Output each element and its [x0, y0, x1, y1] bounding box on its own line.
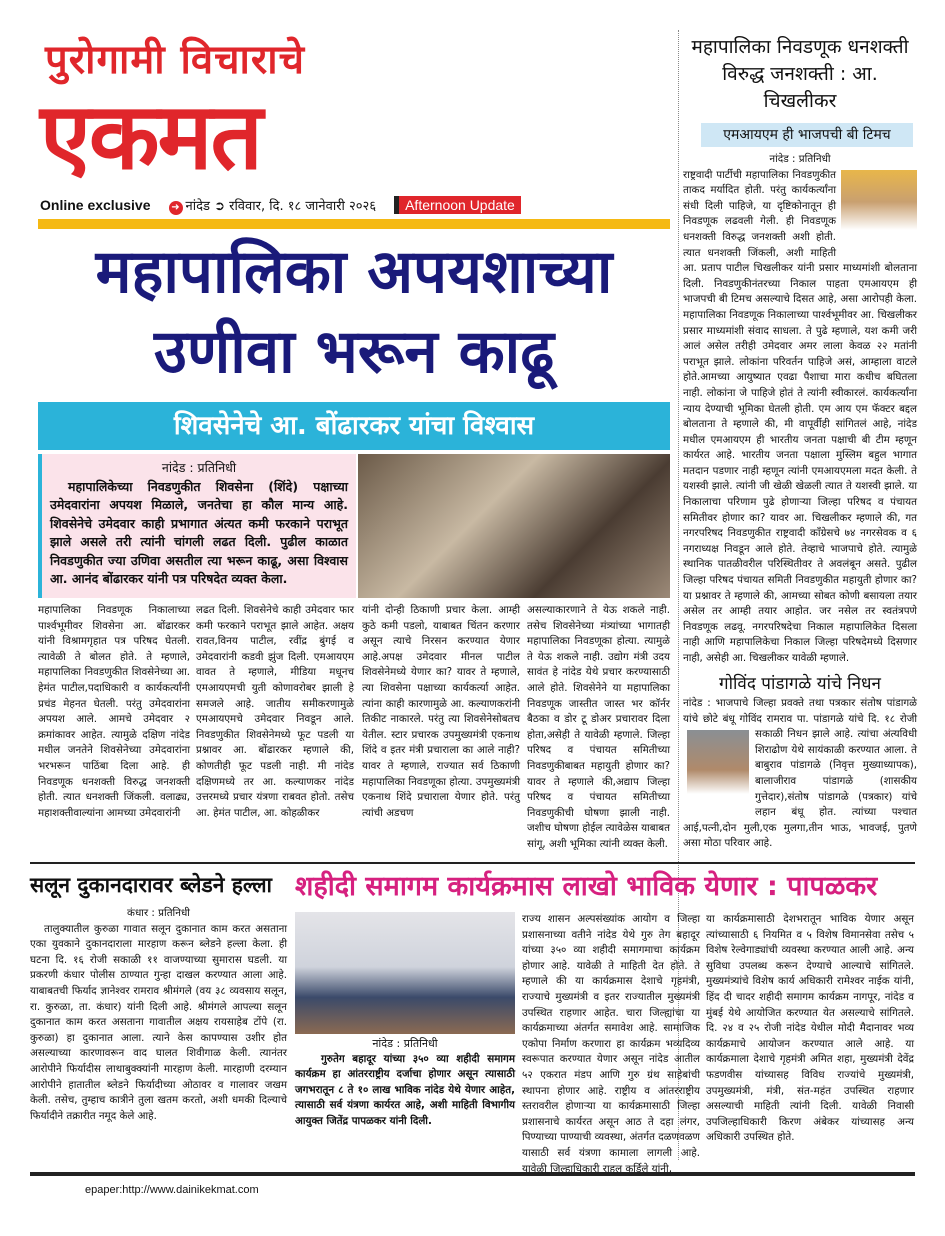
shahidi-intro: गुरुतेग बहादूर यांच्या ३५० व्या शहीदी समागम कार्यक्रम हा आंतरराष्ट्रीय दर्जाचा होणार असून त्यासाठी जगभरातून ८ ते १० लाख भाविक नांदेड येथे येणार आहेत, त्यासाठी सर्व यंत्रणा कार्यरत आहे, अशी माहिती विभागीय आयुक्त जितेंद्र पापळकर यांनी दिली.	[295, 1052, 515, 1127]
edition-strip	[40, 194, 676, 216]
masthead-tagline: पुरोगामी विचाराचे	[45, 36, 306, 83]
lead-intro-box	[38, 454, 356, 598]
lead-column-2: लढत दिली. शिवसेनेचे काही उमेदवार फार कमी फरकाने पराभूत झाले आहेत. अक्षय रावत,विनय पाटील, रवींद्र बुंगई व उमेदवारांनी कडवी झुंज दिली. एमआयएम वावत ते म्हणाले, मीडिया मधूनच एमआयएमची युती कोणावरोबर झाली हे समजले आहे. जातीय समीकरणामुळे एमआयएमचे उमेदवार निवडून आले. निवडणुकीत शिवसेनेमध्ये फूट पडली या प्रश्नावर आ. बोंढारकर म्हणाले की, कोणतीही फूट पडली नाही. मी नांदेड दक्षिणमध्ये तर आ. कल्याणकर नांदेड उत्तरमध्ये प्रचार यंत्रणा राबवत होतो. तसेच आ. हेमंत पाटील, आ. कोहळीकर	[196, 604, 354, 819]
footer	[30, 1172, 915, 1206]
shahidi-lead	[295, 912, 515, 1168]
chikhlikar-photo	[841, 170, 917, 250]
date-text: रविवार, दि. १८ जानेवारी २०२६	[229, 198, 377, 214]
right-text-1: राष्ट्रवादी पार्टीची महापालिका निवडणुकीत ताकद मर्यादित होती. परंतु कार्यकर्त्यांना संधी दिली पाहिजे, या दृष्टिकोनातून ही निवडणूक लढवली गेली. ही निवडणूक धनशक्ती विरुद्ध जनशक्ती अशी होती. त्यात धनशक्ती	[683, 168, 836, 259]
shahidi-press-photo	[295, 912, 515, 1034]
masthead-logo: एकमत	[40, 82, 261, 190]
headline-line-2: उणीवा भरून काढू	[154, 317, 554, 387]
afternoon-update-badge: Afternoon Update	[394, 196, 521, 214]
salon-text: तालुक्यातील कुरुळा गावात सलून दुकानात काम करत असताना एका युवकाने दुकानदाराला मारहाण करून ब्लेडने हल्ला केला. ही घटना दि. १६ रोजी सकाळी ११ वाजण्याच्या सुमारास घडली. या प्रकरणी कंधार पोलीस ठाण्यात गुन्हा दाखल करण्यात आला आहे. याबाबतची फिर्याद ज्ञानेश्वर रामराव श्रीमंगले (वय ३८ व्यवसाय सलून, रा. कुरुळा, ता. कंधार) यांनी दिली आहे. श्रीमंगले आपल्या सलून दुकानात काम करत असताना गावातील अक्षय रायसाहेब टोंपे (रा. कुरुळा) हा दुकानात आला. त्याने केस कापण्यास उशीर होत असल्याच्या कारणावरून वाद घालत शिवीगाळ केली. त्यानंतर आरोपीने फिर्यादीस लाथाबुक्क्यांनी मारहाण केली. मारहाणी दरम्यान आरोपीने हातातील ब्लेडने फिर्यादीच्या ओठावर व गालावर जखम केली. तसेच, तुम्हाच कात्रीने तुला खतम करतो, अशी धमकी दिल्याचे फिर्यादीने तक्रारीत नमूद केले आहे.	[30, 922, 287, 1122]
lead-column-3: यांनी दोन्ही ठिकाणी प्रचार केला. आम्ही कुठे कमी पडलो, याबाबत चिंतन करणार असून त्याचे निरसन करण्यात येणार आहे.अपक्ष उमेदवार मीनल पाटील शिवसेनेमध्ये येणार का? यावर ते म्हणाले, त्या शिवसेना पक्षाच्या कार्यकर्त्या आहेत. त्यांना काही कारणामुळे आ. कल्याणकरांनी तिकीट नाकारले. परंतु त्या शिवसेनेसोबतच येतील. स्टार प्रचारक उपमुख्यमंत्री एकनाथ शिंदे व इतर मंत्री प्रचाराला का आले नाही? यावर ते म्हणाले, राज्यात सर्व ठिकाणी महापालिका निवडणूका होत्या. उपमुख्यमंत्री एकनाथ शिंदे प्रचाराला येणार होते. परंतु त्यांची अडचण	[362, 604, 520, 819]
right-story	[683, 34, 917, 666]
obituary-title: गोविंद पांडागळे यांचे निधन	[719, 674, 881, 694]
edition-date: ➜ नांदेड ➲ रविवार, दि. १८ जानेवारी २०२६	[169, 196, 377, 215]
obituary-body	[683, 696, 917, 852]
salon-story	[30, 868, 287, 1168]
epaper-link[interactable]: epaper:http://www.dainikekmat.com	[85, 1184, 259, 1196]
edition-place: नांदेड	[185, 198, 210, 214]
arrow-right-icon: ➜	[169, 201, 183, 215]
obituary-text-2: रोजी सकाळी निधन झाले आहे. त्यांचा अंत्यविधी शिराढोण येथे सायंकाळी करण्यात आला. ते बाबुराव पांडागळे (निवृत्त मुख्याध्यापक), बालाजीराव पांडागळे (शासकीय गुत्तेदार),संतोष पांडागळे (पत्रकार) यांचे लहान बंधू	[755, 712, 917, 819]
right-story-title	[683, 34, 917, 115]
lead-subhead: शिवसेनेचे आ. बोंढारकर यांचा विश्वास	[38, 402, 670, 450]
right-story-body	[683, 168, 917, 667]
right-byline: नांदेड : प्रतिनिधी	[769, 153, 831, 165]
headline-line-1: महापालिका अपयशाच्या	[95, 237, 613, 307]
shahidi-column-2: या कार्यक्रमासाठी देशभरातून भाविक येणार असून त्यांच्यासाठी ६ नियमित व ५ विशेष विमानसेवा तसेच ५ विशेष रेल्वेगाड्यांची व्यवस्था करण्यात आली आहे. अन्य सुविधा उपलब्ध करून देण्याचे आल्याचे सांगितले. मुख्यमंत्र्यांचे विशेष कार्य अधिकारी रामेश्वर नाईक यांनी, हिंद दी चादर शहीदी समागम कार्यक्रम नागपूर, नांदेड व मुंबई येथे आयोजित करण्यात येत असल्याचे सांगितले. दि. २४ व २५ रोजी नांदेड येथील मोदी मैदानावर भव्य कार्यक्रमाचे आयोजन करण्यात आले आहे. या कार्यक्रमाला देशाचे गृहमंत्री अमित शहा, मुख्यमंत्री देवेंद्र फडणवीस यांच्यासह विविध राज्यांचे मुख्यमंत्री, उपमुख्यमंत्री, मंत्री, संत-महंत उपस्थित राहणार असल्याची माहिती त्यांनी दिली. यावेळी निवासी उपजिल्हाधिकारी किरण अंबेकर यांच्यासह अन्य अधिकारी उपस्थित होते.	[706, 913, 914, 1144]
lead-column-1: महापालिका निवडणूक निकालाच्या पार्श्वभूमीवर शिवसेना आ. बोंढारकर यांनी विश्रामगृहात पत्र परिषद घेतली. त्यावेळी ते बोलत होते. ते म्हणाले, महापालिका निवडणुकीत शिवसेनेच्या आ. हेमंत पाटील,पदाधिकारी व कार्यकर्त्यांनी प्रचंड मेहनत घेतली. परंतु उमेदवारांना अपयश आले. आमचे उमेदवार २ क्रमांकावर आहेत. त्यामुळे दक्षिण नांदेड मधील जनतेने शिवसेनेच्या उमेदवारांना भरभरून पाठिंबा दिला आहे. ही निवडणूक धनशक्ती विरुद्ध जनशक्ती होती. त्यात धनशक्ती जिंकली. वलाढ्य, महाशक्तीवाल्यांना आमच्या उमेदवारांनी	[38, 604, 190, 819]
press-conference-photo	[358, 454, 670, 598]
online-exclusive-label: Online exclusive	[40, 197, 151, 213]
shahidi-byline: नांदेड : प्रतिनिधी	[372, 1037, 438, 1050]
lead-intro: महापालिकेच्या निवडणुकीत शिवसेना (शिंदे) पक्षाच्या उमेदवारांना अपयश मिळाले, जनतेचा हा कौल मान्य आहे. शिवसेनेचे उमेदवार काही प्रभागात अंत्यत कमी फरकाने पराभूत झाले असले तरी त्यांनी चांगली लढत दिली. पुढील काळात निवडणुकीत ज्या उणिवा असतील त्या भरून काढू, असा विश्वास आ. आनंद बोंढारकर यांनी पत्र परिषदेत व्यक्त केला.	[50, 478, 348, 586]
shahidi-headline: शहीदी समागम कार्यक्रमास लाखो भाविक येणार : पापळकर	[295, 871, 878, 902]
lead-headline	[38, 232, 670, 398]
lead-byline: नांदेड : प्रतिनिधी	[161, 460, 237, 475]
right-story-label: एमआयएम ही भाजपची बी टिमच	[701, 123, 913, 147]
obituary	[683, 672, 917, 856]
yellow-divider	[38, 219, 670, 229]
right-title-line-1: महापालिका निवडणूक धनशक्ती	[691, 36, 909, 58]
obituary-text-1: नांदेड : भाजपाचे जिल्हा प्रवक्ते तथा पत्रकार संतोष पांडागळे यांचे छोटे बंधू गोविंद रामराव पा. पांडागळे यांचे दि. १८	[683, 697, 917, 725]
right-text-2: जिंकली, अशी माहिती आ. प्रताप पाटील चिखलीकर यांनी प्रसार माध्यमांशी बोलताना दिली. निवडणुकीनंतरच्या निकाल पाहता एमआयएम ही भाजपची बी टिमच असल्याचे दिसत आहे, असा आरोपही केला. महापालिका निवडणूक निकालाच्या पार्श्वभूमीवर आ. चिखलीकर प्रसार माध्यमांशी संवाद साधला. ते पुढे म्हणाले, यश कमी जरी आलं असेल तरीही उमेदवार अमर लाला केवळ २२ मतांनी पराभूत झाले. लोकांना परिवर्तन पाहिजे असं, आम्हाला वाटले होते.आमच्या आयुष्यात एवढा पैशाचा मारा कधीच बघितला नाही. लोकांना जे पाहिजे होतं ते त्यांनी स्वीकारलं. कार्यकर्त्यांना न्याय देण्याची भूमिका घेतली होती. एम आय एम फॅक्टर बद्दल बोलताना ते म्हणाले की, मी वापूर्वीही सांगितलं आहे, नांदेड मधील एमआयएम ही भारतीय जनता पक्षाची बी टीम म्हणून कार्यरत आहे. भारतीय जनता पक्षाला मुस्लिम बहुल भागात मतदान पडणार नाही म्हणून त्यांनी एमआयएमला मदत केली. ते यशस्वी झाले. त्यांनी जी खेळी खेळली त्यात ते यशस्वी झाले. या निकालाचा परिणाम पुढे होणाऱ्या जिल्हा परिषद व पंचायत समितीवर होणार का? यावर आ. चिखलीकर म्हणाले की, गत नगरपरिषद निवडणुकीत राष्ट्रवादी काँग्रेसचे ७४ नगरसेवक व ६ नगराध्यक्ष निवडून आले होते. तेव्हाचे भाजपाचे होते. त्यामुळे स्थानिक पातळीवरील परिस्थितीवर ते अवलंबून असते. पुढील जिल्हा परिषद पंचायत समिती निवडणुकीत महायुती होणार का? या प्रश्नावर ते म्हणाले की, आमच्या सोबत कोणी बसायला तयार असेल तर आम्ही तयार आहोत. जर नसेल तर स्वतंत्रपणे निवडणूक लढवू. नगरपरिषदेचा निकाल महापालिकेत दिसला नाही आणि महापालिकेचा निकाल जिल्हा परिषदेमध्ये दिसणार नाही, असेही आ. चिखलीकर यावेळी म्हणाले.	[683, 246, 917, 664]
right-title-line-2: विरुद्ध जनशक्ती : आ. चिखलीकर	[722, 63, 878, 112]
obituary-text-3: होत. त्यांच्या पश्चात आई,पत्नी,दोन मुली,एक मुलगा,तीन भाऊ, भावजई, पुतणे असा मोठा परिवार आहे.	[683, 806, 917, 850]
section-divider	[30, 862, 915, 864]
salon-byline: कंधार : प्रतिनिधी	[127, 907, 190, 919]
obituary-photo	[687, 730, 749, 810]
shahidi-column-1: राज्य शासन अल्पसंख्यांक आयोग व जिल्हा प्रशासनाच्या वतीने नांदेड येथे गुरु तेग बहादूर यांच्या ३५० व्या शहीदी समागमाचा कार्यक्रम होणार आहे. यावेळी ते माहिती देत होते. ते म्हणाले की या कार्यक्रमास देशाचे गृहमंत्री, राज्याचे मुख्यमंत्री व इतर राज्यातील मुख्यमंत्री उपस्थित राहणार आहेत. चारा जिल्ह्यांचा या कार्यक्रमाच्या अंतर्गत समावेश आहे. सामाजिक एकोपा निर्माण करणारा हा कार्यक्रम भव्यदिव्य स्वरूपात करण्यात येणार असून नांदेड आतील ५२ एकरात मंडप आणि गुरु ग्रंथ साहेबांची स्थापना होणार आहे. राष्ट्रीय व आंतरराष्ट्रीय स्तरावरील होणाऱ्या या कार्यक्रमासाठी जिल्हा प्रशासनाचे कार्यरत असून आठ ते दहा लंगर, पिण्याच्या पाण्याची व्यवस्था, अंतर्गत दळणवळण यासाठी सर्व यंत्रणा कामाला लागली आहे. यावेळी जिल्हाधिकारी राहुल कर्डिले यांनी,	[522, 913, 700, 1175]
salon-headline: सलून दुकानदारावर ब्लेडने हल्ला	[30, 873, 272, 897]
lead-column-4: असल्याकारणाने ते येऊ शकले नाही. तसेच शिवसेनेच्या मंत्र्यांच्या भागातही महापालिका निवडणूका होत्या. त्यामुळे ते येऊ शकले नाही. उद्योग मंत्री उदय सावंत हे नांदेड येथे प्रचार करण्यासाठी आले होते. शिवसेनेने या महापालिका निवडणूक जास्तीत जास्त भर कॉर्नर बैठका व डोर टू डोअर प्रचारावर दिला होता,असेही ते यावेळी म्हणाले. जिल्हा परिषद व पंचायत समितीच्या निवडणुकीबाबत महायुती होणार का? यावर ते म्हणाले की,अद्याप जिल्हा परिषद व पंचायत समितीच्या निवडणुकीची घोषणा झाली नाही. जशीच घोषणा होईल त्यावेळेस याबाबत सांगू, अशी भूमिका त्यांनी व्यक्त केली.	[527, 604, 670, 850]
